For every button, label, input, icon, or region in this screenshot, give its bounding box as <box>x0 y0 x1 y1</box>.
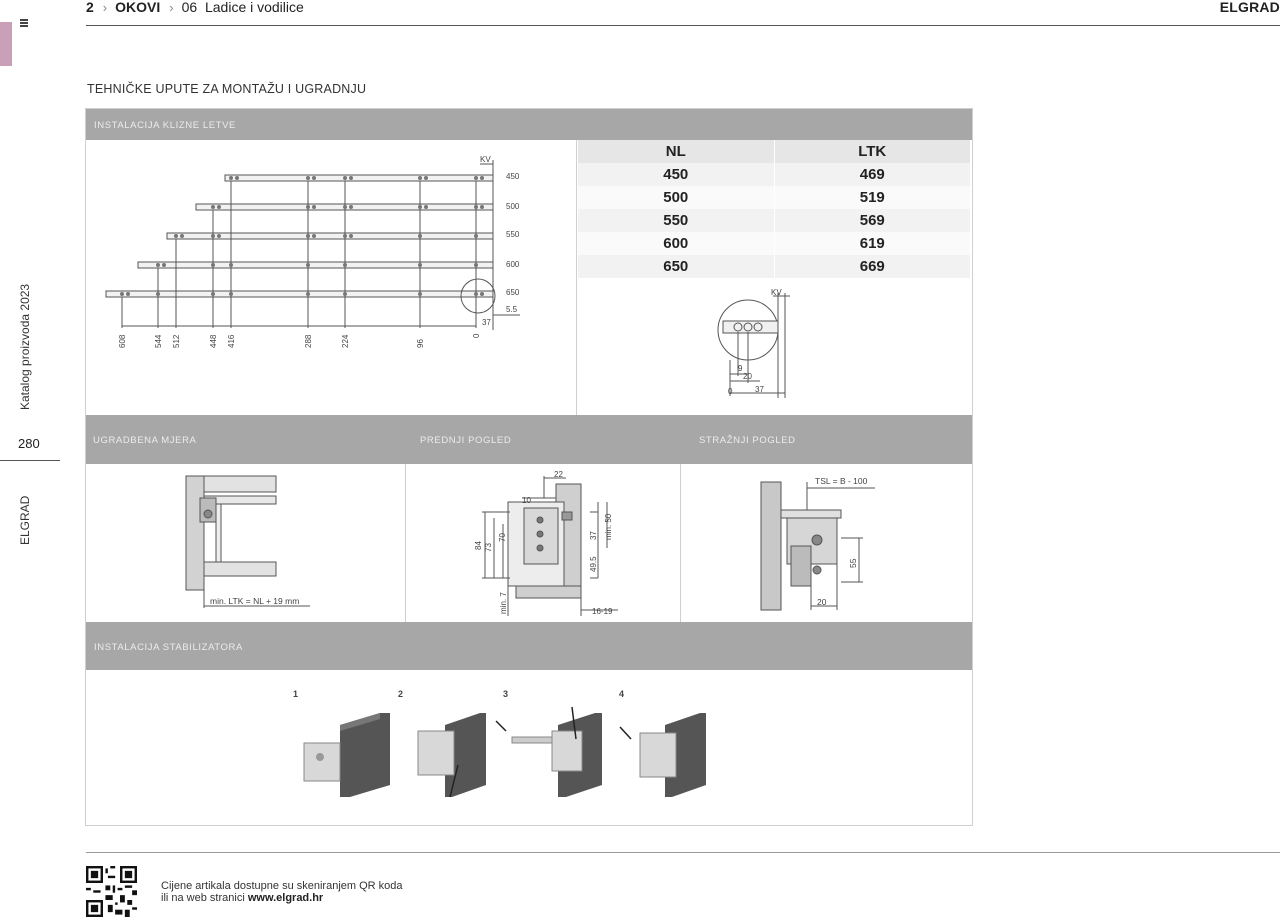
dim-5-5: 5.5 <box>506 305 518 314</box>
website-link[interactable]: www.elgrad.hr <box>247 892 324 904</box>
hole-608: 608 <box>118 334 127 348</box>
detail-37: 37 <box>755 385 764 394</box>
breadcrumb-sub[interactable]: Ladice i vodilice <box>204 0 304 15</box>
bar-views <box>86 415 972 464</box>
built-in-formula: min. LTK = NL + 19 mm <box>210 596 300 606</box>
length-450: 450 <box>506 172 520 181</box>
hole-96: 96 <box>416 339 425 348</box>
table-header <box>578 140 970 163</box>
breadcrumb-sub-number[interactable]: 06 <box>181 0 198 15</box>
front-22: 22 <box>554 470 563 479</box>
page-number: 280 <box>18 436 40 451</box>
section-color-marker <box>0 22 12 66</box>
bar-front-view-label: PREDNJI POGLED <box>420 435 512 446</box>
front-37: 37 <box>589 531 598 540</box>
section-title: TEHNIČKE UPUTE ZA MONTAŽU I UGRADNJU <box>87 82 367 96</box>
step-2-number: 2 <box>398 689 404 699</box>
length-500: 500 <box>506 202 520 211</box>
footer-divider <box>86 852 1280 853</box>
step-3-number: 3 <box>503 689 509 699</box>
divider <box>680 464 681 622</box>
bar-install-rail <box>86 109 972 140</box>
footer-text <box>161 880 403 904</box>
step-3-illustration <box>496 707 602 797</box>
cell-ltk: 469 <box>774 163 971 186</box>
detail-kv: KV <box>771 288 782 297</box>
cell-nl: 450 <box>578 163 774 186</box>
bar-stabilizer <box>86 622 972 670</box>
column-header-nl: NL <box>578 140 774 163</box>
front-10: 10 <box>522 496 531 505</box>
length-650: 650 <box>506 288 520 297</box>
detail-20: 20 <box>743 372 752 381</box>
table-row <box>578 255 970 278</box>
hole-448: 448 <box>209 334 218 348</box>
front-view-diagram <box>470 468 630 618</box>
cell-nl: 650 <box>578 255 774 278</box>
hole-0: 0 <box>472 333 481 338</box>
built-in-diagram <box>180 470 320 615</box>
column-header-ltk: LTK <box>774 140 971 163</box>
front-16-19: 16-19 <box>592 607 613 616</box>
length-table <box>578 140 970 278</box>
qr-code[interactable] <box>86 866 137 917</box>
hole-544: 544 <box>154 334 163 348</box>
cell-ltk: 519 <box>774 186 971 209</box>
catalog-label: Katalog proizvoda 2023 <box>18 283 32 410</box>
dim-37: 37 <box>482 318 491 327</box>
rear-20: 20 <box>817 597 827 607</box>
footer-line-2 <box>161 892 403 904</box>
kv-label: KV <box>480 155 491 164</box>
divider <box>576 140 577 415</box>
stabilizer-steps <box>290 685 720 800</box>
front-70: 70 <box>498 533 507 542</box>
hole-416: 416 <box>227 334 236 348</box>
cell-ltk: 669 <box>774 255 971 278</box>
detail-9: 9 <box>738 364 743 373</box>
front-min-7: min. 7 <box>499 592 508 614</box>
table-row <box>578 186 970 209</box>
page-header <box>86 0 1280 26</box>
detail-0: 0 <box>728 387 733 396</box>
table-row <box>578 163 970 186</box>
table-row <box>578 209 970 232</box>
bar-built-in-label: UGRADBENA MJERA <box>93 435 197 446</box>
front-49-5: 49.5 <box>589 556 598 572</box>
bar-install-rail-label: INSTALACIJA KLIZNE LETVE <box>94 120 236 131</box>
step-1-illustration <box>304 713 390 797</box>
step-4-number: 4 <box>619 689 625 699</box>
hole-224: 224 <box>341 334 350 348</box>
divider <box>405 464 406 622</box>
length-550: 550 <box>506 230 520 239</box>
breadcrumb-chapter[interactable]: 2 <box>86 0 94 15</box>
step-1-number: 1 <box>293 689 299 699</box>
cell-nl: 600 <box>578 232 774 255</box>
breadcrumb <box>86 0 304 15</box>
front-84: 84 <box>474 541 483 550</box>
rear-55: 55 <box>848 558 858 568</box>
chevron-right-icon: › <box>169 0 174 15</box>
hole-288: 288 <box>304 334 313 348</box>
rail-length-diagram <box>100 150 540 360</box>
cell-ltk: 569 <box>774 209 971 232</box>
bar-rear-view-label: STRAŽNJI POGLED <box>699 435 796 446</box>
cell-nl: 500 <box>578 186 774 209</box>
rail-brand: ELGRAD <box>18 495 32 545</box>
footer-line-2-prefix: ili na web stranici <box>161 892 245 904</box>
footer-line-1: Cijene artikala dostupne su skeniranjem QR koda <box>161 880 403 892</box>
brand-logo: ELGRAD <box>1219 0 1280 15</box>
cell-ltk: 619 <box>774 232 971 255</box>
front-73: 73 <box>484 543 493 552</box>
rear-view-diagram <box>755 470 895 615</box>
table-row <box>578 232 970 255</box>
length-600: 600 <box>506 260 520 269</box>
rail-detail-diagram <box>715 288 805 403</box>
chevron-right-icon: › <box>102 0 108 15</box>
bar-stabilizer-label: INSTALACIJA STABILIZATORA <box>94 642 243 653</box>
step-2-illustration <box>418 713 486 797</box>
cell-nl: 550 <box>578 209 774 232</box>
front-min-50: min. 50 <box>604 513 613 540</box>
menu-icon[interactable] <box>20 19 28 28</box>
hole-512: 512 <box>172 334 181 348</box>
breadcrumb-section[interactable]: OKOVI <box>115 0 161 15</box>
rear-tsl: TSL = B - 100 <box>815 476 868 486</box>
step-4-illustration <box>620 713 706 797</box>
rail-divider <box>0 460 60 461</box>
